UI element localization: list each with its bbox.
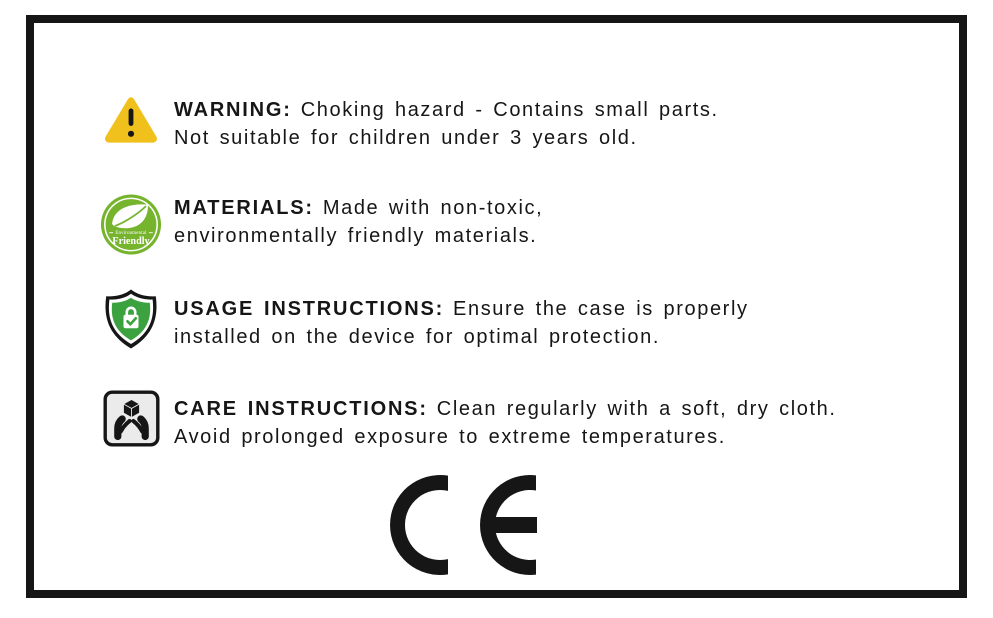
handle-with-care-icon	[103, 390, 160, 447]
warning-label: WARNING:	[174, 99, 292, 121]
usage-section	[100, 286, 749, 351]
care-section	[100, 387, 837, 451]
warning-text-line1	[174, 96, 719, 124]
warning-section	[100, 92, 719, 152]
care-label: CARE INSTRUCTIONS:	[174, 398, 428, 420]
warning-text-line2: Not suitable for children under 3 years old.	[174, 127, 638, 149]
care-text-line2: Avoid prolonged exposure to extreme temperatures.	[174, 426, 726, 448]
materials-body-1: Made with non-toxic,	[322, 197, 544, 219]
materials-section	[100, 190, 543, 256]
ce-mark	[385, 467, 585, 587]
materials-text-line2: environmentally friendly materials.	[174, 225, 538, 247]
shield-lock-icon	[103, 288, 159, 350]
usage-text-line2: installed on the device for optimal protection.	[174, 326, 660, 348]
ce-letter-e-bar	[494, 517, 537, 533]
materials-icon-box	[100, 190, 162, 256]
materials-label: MATERIALS:	[174, 197, 314, 219]
usage-icon-box	[100, 286, 162, 350]
usage-text-line1	[174, 295, 749, 323]
usage-label: USAGE INSTRUCTIONS:	[174, 298, 445, 320]
warning-icon-box	[100, 92, 162, 145]
usage-body-1: Ensure the case is properly	[453, 298, 749, 320]
ce-letter-c	[390, 475, 448, 575]
eco-friendly-badge-icon	[100, 193, 162, 256]
care-text-line1	[174, 395, 837, 423]
eco-badge-text-small: Environmental	[115, 231, 147, 237]
care-icon-box	[100, 387, 162, 447]
eco-badge-text-large: Friendly	[112, 235, 150, 247]
materials-text-line1	[174, 194, 543, 222]
warning-triangle-icon	[103, 95, 159, 145]
warning-body-1: Choking hazard - Contains small parts.	[300, 99, 719, 121]
care-body-1: Clean regularly with a soft, dry cloth.	[436, 398, 837, 420]
